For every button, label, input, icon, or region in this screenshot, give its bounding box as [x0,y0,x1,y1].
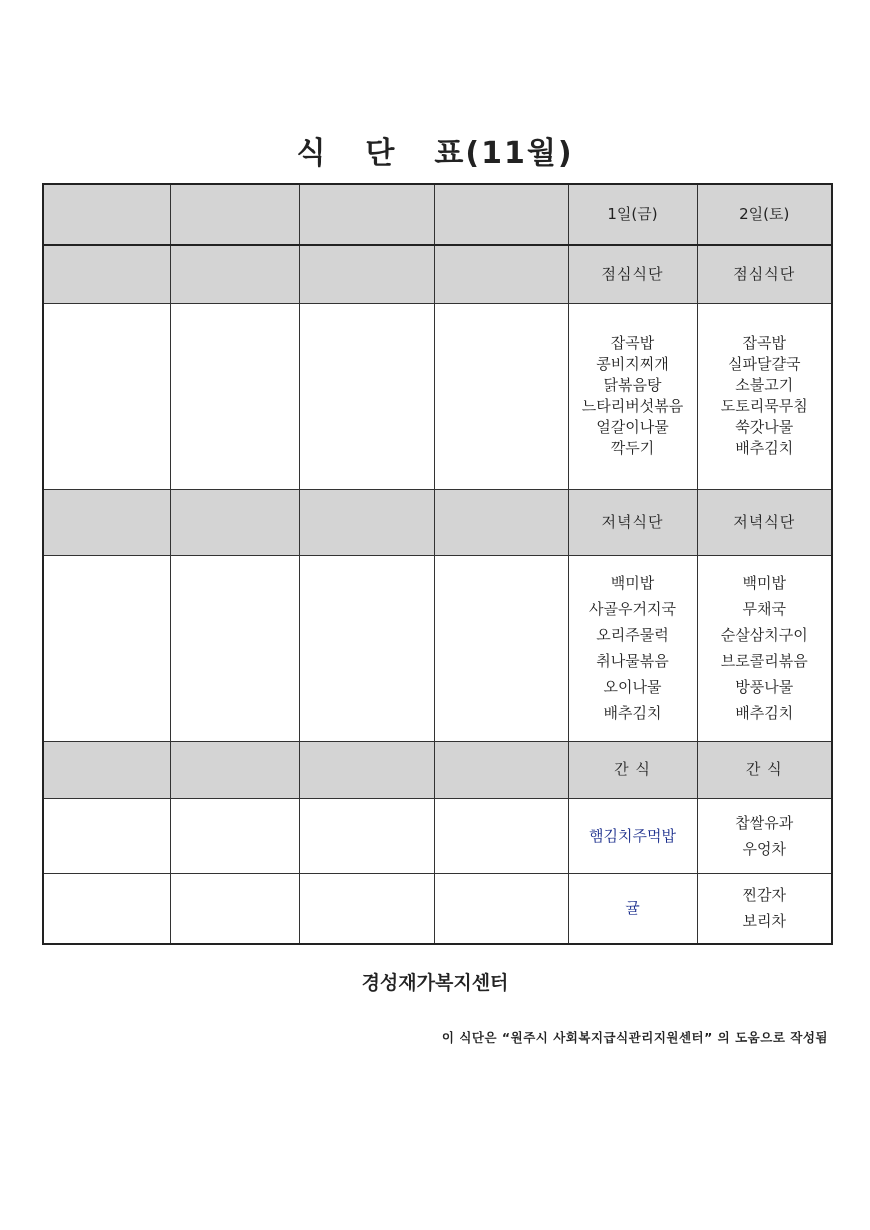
snack-row-2 [43,873,832,944]
empty-cell [43,489,170,555]
title-part-3: 표(11월) [434,136,574,171]
empty-cell [43,798,170,873]
snack1-day1 [568,798,697,873]
empty-cell [434,184,568,245]
footer-note: 이 식단은 “원주시 사회복지급식관리지원센터” 의 도움으로 작성됨 [441,1030,828,1045]
empty-cell [434,555,568,741]
lunch-menu-day1 [568,303,697,489]
menu-item: 실파달걀국 [728,355,801,373]
menu-item: 찐감자 [742,886,786,905]
empty-cell [299,798,434,873]
menu-item: 소불고기 [735,376,794,394]
empty-cell [43,873,170,944]
page-title [0,128,870,172]
empty-cell [299,741,434,798]
dinner-label-row [43,489,832,555]
dinner-label-day1: 저녁식단 [568,489,697,555]
dinner-label-day2: 저녁식단 [697,489,832,555]
snack2-day2 [697,873,832,944]
empty-cell [434,303,568,489]
empty-cell [299,555,434,741]
snack-label-day1: 간 식 [568,741,697,798]
menu-item: 오리주물럭 [596,626,669,644]
snack2-day1 [568,873,697,944]
menu-item: 백미밥 [742,574,786,592]
dinner-menu-row [43,555,832,741]
menu-item: 브로콜리볶음 [720,652,808,670]
lunch-label-day2: 점심식단 [697,245,832,303]
menu-item: 오이나물 [603,678,662,696]
menu-table [42,183,833,945]
menu-item: 도토리묵무침 [720,397,808,415]
empty-cell [43,184,170,245]
menu-item: 보리차 [742,912,786,931]
menu-item: 사골우거지국 [589,600,676,618]
lunch-menu-row [43,303,832,489]
menu-item: 배추김치 [735,704,794,722]
menu-item: 백미밥 [610,574,655,592]
menu-item: 배추김치 [603,704,662,722]
menu-item: 잡곡밥 [610,334,655,352]
snack-label-day2: 간 식 [697,741,832,798]
lunch-label-row [43,245,832,303]
empty-cell [434,489,568,555]
empty-cell [170,303,299,489]
empty-cell [43,303,170,489]
title-part-2: 단 [365,136,397,171]
menu-item: 찹쌀유과 [735,813,794,832]
menu-item: 콩비지찌개 [596,355,669,373]
empty-cell [43,555,170,741]
title-part-1: 식 [296,136,328,171]
empty-cell [170,741,299,798]
menu-item: 순살삼치구이 [720,626,808,644]
empty-cell [434,873,568,944]
lunch-label-day1: 점심식단 [568,245,697,303]
menu-item: 취나물볶음 [596,652,669,670]
empty-cell [170,245,299,303]
menu-item: 쑥갓나물 [735,418,794,436]
empty-cell [170,489,299,555]
date-header-day2: 2일(토) [697,184,832,245]
dinner-menu-day1 [568,555,697,741]
menu-item: 느타리버섯볶음 [581,397,684,415]
empty-cell [170,798,299,873]
date-header-day1: 1일(금) [568,184,697,245]
lunch-menu-day2 [697,303,832,489]
date-row [43,184,832,245]
empty-cell [43,245,170,303]
empty-cell [299,184,434,245]
menu-item: 닭볶음탕 [603,376,662,394]
empty-cell [299,873,434,944]
menu-item: 우엉차 [742,839,786,858]
empty-cell [170,555,299,741]
dinner-menu-day2 [697,555,832,741]
empty-cell [299,303,434,489]
empty-cell [299,489,434,555]
snack-label-row [43,741,832,798]
menu-item: 햄김치주먹밥 [589,826,676,845]
center-name: 경성재가복지센터 [361,972,509,994]
empty-cell [299,245,434,303]
snack1-day2 [697,798,832,873]
menu-item: 무채국 [742,600,786,618]
menu-item: 깍두기 [610,439,655,457]
empty-cell [434,741,568,798]
empty-cell [43,741,170,798]
empty-cell [170,184,299,245]
empty-cell [434,798,568,873]
snack-row-1 [43,798,832,873]
menu-item: 귤 [625,899,640,918]
empty-cell [434,245,568,303]
menu-item: 얼갈이나물 [596,418,669,436]
menu-item: 배추김치 [735,439,794,457]
menu-item: 방풍나물 [735,678,794,696]
empty-cell [170,873,299,944]
menu-item: 잡곡밥 [742,334,786,352]
